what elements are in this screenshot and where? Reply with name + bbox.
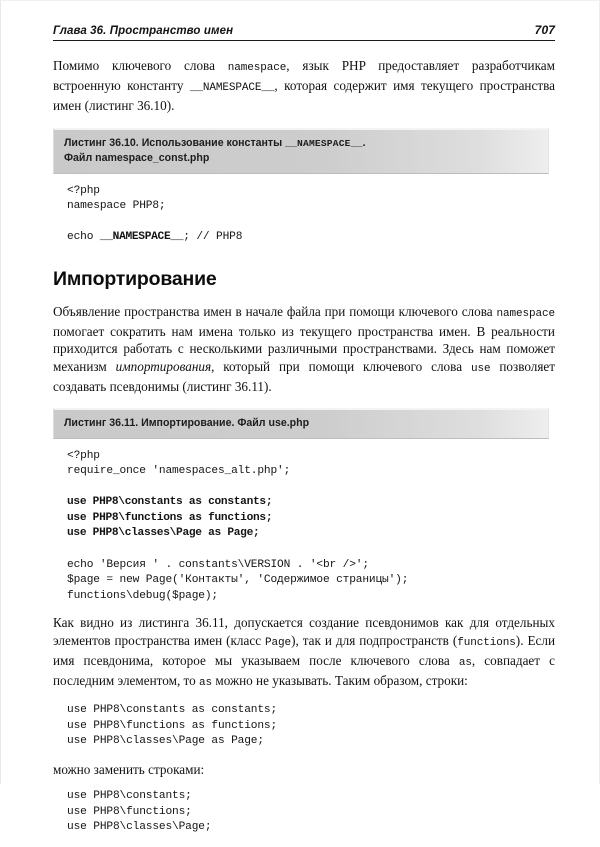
code-fragment: ; // PHP8 xyxy=(183,231,243,244)
text-run: , которая содержит имя текущего пространства имен (листинг 36.10). xyxy=(53,78,556,114)
code-line: <?php xyxy=(67,449,100,462)
code-line: use PHP8\functions as functions; xyxy=(67,719,278,732)
text-run: , язык PHP предоставляет разработчикам встроенную константу xyxy=(53,58,556,94)
code-line-debug: functions\debug($page); xyxy=(67,589,218,602)
code-line: use PHP8\functions; xyxy=(67,805,192,818)
text-run: Как видно из листинга 36.11, допускается создание псевдонимов как для отдельных элементов пространства имен (класс xyxy=(53,615,555,648)
code-line: use PHP8\constants; xyxy=(67,790,192,803)
text-run: ). Если имя псевдонима, которое мы указываем после ключевого слова xyxy=(53,632,556,668)
text-run: Листинг 36.10. Использование константы xyxy=(64,136,286,149)
code-line-new-page: $page = new Page('Контакты', 'Содержимое страницы'); xyxy=(67,574,409,587)
code-fragment-bold: __NAMESPACE__ xyxy=(99,231,184,244)
code-line-echo-version: echo 'Версия ' . constants\VERSION . '<br />'; xyxy=(67,558,369,571)
inline-code-namespace-const: __NAMESPACE__ xyxy=(189,82,275,95)
section-heading-import: Импортирование xyxy=(53,267,217,290)
code-line: use PHP8\constants as constants; xyxy=(67,704,278,717)
listing-caption-line-1: Листинг 36.11. Импортирование. Файл use.php xyxy=(64,417,310,429)
listing-caption-constant: __NAMESPACE__ xyxy=(285,137,363,149)
code-snippet-with-as xyxy=(53,703,555,750)
text-run: ), так и для подпространств ( xyxy=(291,632,458,648)
inline-code-use: use xyxy=(470,362,491,375)
text-run: можно не указывать. Таким образом, строки: xyxy=(212,673,468,689)
code-line: <?php xyxy=(67,184,100,197)
inline-code-functions: functions xyxy=(457,636,516,649)
code-block-36-10 xyxy=(53,184,555,246)
text-run: позволяет создавать псевдонимы (листинг 36.11). xyxy=(53,358,556,394)
code-line: require_once 'namespaces_alt.php'; xyxy=(67,465,291,478)
code-line-use-page: use PHP8\classes\Page as Page; xyxy=(67,527,260,540)
paragraph-import xyxy=(53,303,555,395)
text-run: , который при помощи ключевого слова xyxy=(211,358,471,374)
header-rule xyxy=(53,40,555,41)
code-line: use PHP8\classes\Page as Page; xyxy=(67,735,264,748)
text-run: Объявление пространства имен в начале файла при помощи ключевого слова xyxy=(53,303,497,319)
code-fragment: echo xyxy=(67,231,100,244)
listing-caption-line-1 xyxy=(64,136,538,152)
inline-code-page: Page xyxy=(265,636,292,649)
text-run: , совпадает с последним элементом, то xyxy=(53,652,555,689)
inline-code-namespace: namespace xyxy=(227,62,287,74)
code-line: use PHP8\classes\Page; xyxy=(67,821,212,834)
listing-caption-36-11 xyxy=(53,408,549,439)
paragraph-intro xyxy=(53,57,555,115)
running-head xyxy=(53,23,555,40)
listing-caption-36-10 xyxy=(53,128,549,174)
text-run: . xyxy=(362,136,366,149)
emphasis-importing: импортирования xyxy=(115,358,212,374)
inline-code-as-2: as xyxy=(199,677,213,690)
paragraph-replace-note: можно заменить строками: xyxy=(53,762,205,778)
page-number: 707 xyxy=(534,23,555,37)
code-line-use-constants: use PHP8\constants as constants; xyxy=(67,496,273,509)
inline-code-namespace-2: namespace xyxy=(496,307,555,320)
code-line-echo xyxy=(67,231,242,243)
running-head-chapter: Глава 36. Пространство имен xyxy=(53,25,234,37)
text-run: помогает сократить нам имена только из текущего пространства имен. В реальности приходится работать с несколькими различными пространствами. Здесь нам поможет механизм xyxy=(53,324,555,374)
code-block-36-11 xyxy=(53,449,555,605)
paragraph-alias xyxy=(53,614,555,692)
code-snippet-without-as xyxy=(53,789,555,836)
page-content-area xyxy=(53,23,555,847)
listing-caption-line-2: Файл namespace_const.php xyxy=(64,152,210,165)
code-line: namespace PHP8; xyxy=(67,200,166,213)
code-line-use-functions: use PHP8\functions as functions; xyxy=(67,511,273,524)
inline-code-as-1: as xyxy=(458,656,472,669)
text-run: Помимо ключевого слова xyxy=(53,58,228,73)
